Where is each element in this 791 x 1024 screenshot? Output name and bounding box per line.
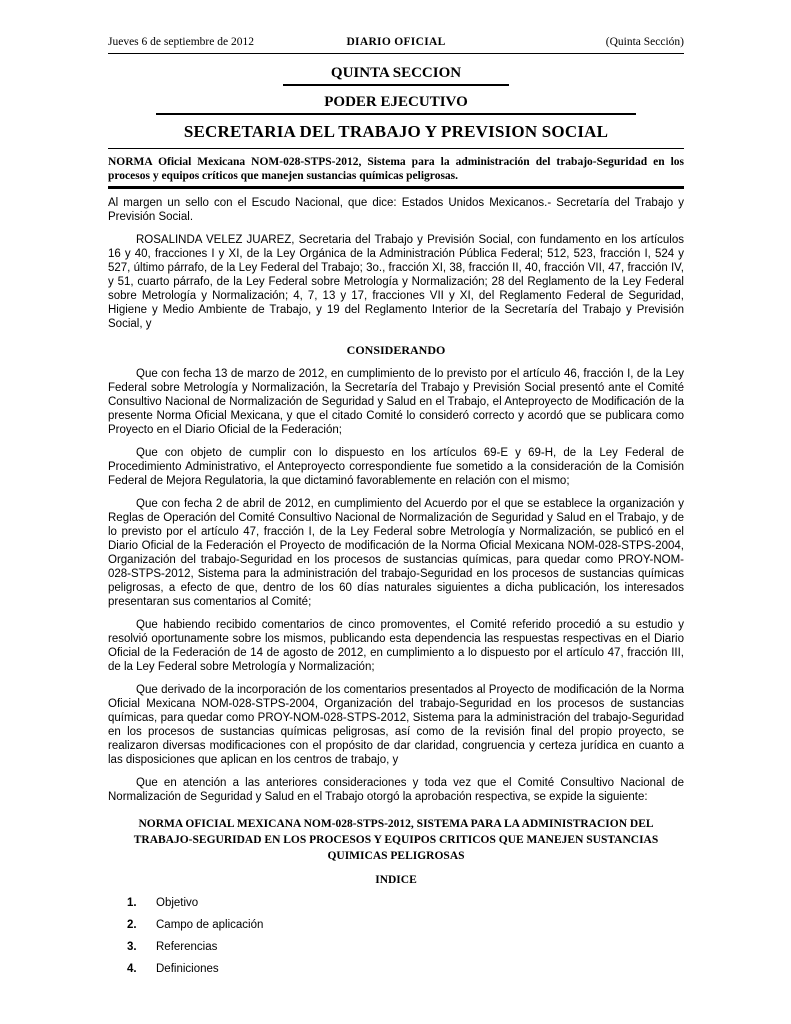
considerando-paragraph-2: Que con objeto de cumplir con lo dispuesto en los artículos 69-E y 69-H, de la Ley Federal de Procedimiento Administrativo, el Anteproyecto correspondiente fue sometido a la consideración de la Comisión Federal de Mejora Regulatoria, la que dictaminó favorablemente en relación con el mismo; xyxy=(108,447,684,487)
header-date: Jueves 6 de septiembre de 2012 xyxy=(108,36,254,48)
considerando-paragraph-6: Que en atención a las anteriores consideraciones y toda vez que el Comité Consultivo Nacional de Normalización de Seguridad y Salud en el Trabajo otorgó la aprobación respectiva, se expide la siguiente: xyxy=(108,777,684,803)
indice-item-1 xyxy=(127,896,684,910)
secretariat-title: SECRETARIA DEL TRABAJO Y PREVISION SOCIAL xyxy=(183,122,609,141)
indice-item-number: 3. xyxy=(127,941,137,953)
section-title-row xyxy=(108,64,684,86)
indice-item-label: Objetivo xyxy=(156,897,199,909)
thick-divider xyxy=(108,186,684,189)
indice-item-2 xyxy=(127,918,684,932)
secretariat-title-row xyxy=(108,122,684,149)
indice-item-label: Campo de aplicación xyxy=(156,919,264,931)
header-section: (Quinta Sección) xyxy=(605,36,684,48)
considerando-heading: CONSIDERANDO xyxy=(346,343,446,357)
norma-official-title: NORMA OFICIAL MEXICANA NOM-028-STPS-2012, SISTEMA PARA LA ADMINISTRACION DEL TRABAJO-SEGURIDAD EN LOS PROCESOS Y EQUIPOS CRITICOS QUE MANEJEN SUSTANCIAS QUIMICAS PELIGROSAS xyxy=(133,818,659,862)
section-title: QUINTA SECCION xyxy=(283,65,509,86)
indice-item-3 xyxy=(127,940,684,954)
considerando-paragraph-5: Que derivado de la incorporación de los comentarios presentados al Proyecto de modificación de la Norma Oficial Mexicana NOM-028-STPS-2004, Organización del trabajo-Seguridad en los procesos de sustancias químicas, para quedar como PROY-NOM-028-STPS-2012, Sistema para la administración del trabajo-Seguridad en los procesos de sustancias químicas peligrosas, así como de la revisión final del propio proyecto, se realizaron diversas modificaciones con el propósito de dar claridad, congruencia y certeza jurídica en cuanto a las disposiciones que aplican en los centros de trabajo, y xyxy=(108,684,684,766)
header-title: DIARIO OFICIAL xyxy=(346,36,446,48)
indice-item-label: Referencias xyxy=(156,941,218,953)
page-header xyxy=(108,36,684,54)
indice-item-number: 2. xyxy=(127,919,137,931)
indice-heading: INDICE xyxy=(375,874,417,886)
power-title: PODER EJECUTIVO xyxy=(156,94,635,115)
norma-summary: NORMA Oficial Mexicana NOM-028-STPS-2012, Sistema para la administración del trabajo-Seguridad en los procesos y equipos críticos que manejen sustancias químicas peligrosas. xyxy=(108,156,684,182)
indice-item-number: 1. xyxy=(127,897,137,909)
paragraph-al-margen: Al margen un sello con el Escudo Nacional, que dice: Estados Unidos Mexicanos.- Secretaría del Trabajo y Previsión Social. xyxy=(108,197,684,223)
power-title-row xyxy=(108,93,684,115)
indice-item-number: 4. xyxy=(127,963,137,975)
indice-item-label: Definiciones xyxy=(156,963,219,975)
considerando-paragraph-1: Que con fecha 13 de marzo de 2012, en cumplimiento de lo previsto por el artículo 46, fracción I, de la Ley Federal sobre Metrología y Normalización, la Secretaría del Trabajo y Previsión Social presentó ante el Comité Consultivo Nacional de Normalización de Seguridad y Salud en el Trabajo, el Anteproyecto de Modificación de la presente Norma Oficial Mexicana, y que el citado Comité lo consideró correcto y acordó que se publicara como Proyecto en el Diario Oficial de la Federación; xyxy=(108,368,684,436)
indice-list xyxy=(108,896,684,976)
considerando-paragraph-3: Que con fecha 2 de abril de 2012, en cumplimiento del Acuerdo por el que se establece la organización y Reglas de Operación del Comité Consultivo Nacional de Normalización de Seguridad y Salud en el Trabajo, y de lo previsto por el artículo 47, fracción I, de la Ley Federal sobre Metrología y Normalización, se publicó en el Diario Oficial de la Federación el Proyecto de modificación de la Norma Oficial Mexicana NOM-028-STPS-2004, Organización del trabajo-Seguridad en los procesos de sustancias químicas, para quedar como PROY-NOM-028-STPS-2012, Sistema para la administración del trabajo-Seguridad en los procesos de sustancias químicas peligrosas, a efecto de que, dentro de los 60 días naturales siguientes a dicha publicación, los interesados presentaran sus comentarios al Comité; xyxy=(108,498,684,608)
title-area xyxy=(108,64,684,149)
paragraph-fundamento-legal: ROSALINDA VELEZ JUAREZ, Secretaria del Trabajo y Previsión Social, con fundamento en los artículos 16 y 40, fracciones I y XI, de la Ley Orgánica de la Administración Pública Federal; 512, 523, fracción I, 524 y 527, último párrafo, de la Ley Federal del Trabajo; 3o., fracción XI, 38, fracción II, 40, fracción VII, 47, fracción IV, y 51, cuarto párrafo, de la Ley Federal sobre Metrología y Normalización; 28 del Reglamento de la Ley Federal sobre Metrología y Normalización; 4, 7, 13 y 17, fracciones VII y XI, del Reglamento Federal de Seguridad, Higiene y Medio Ambiente de Trabajo, y 19 del Reglamento Interior de la Secretaría del Trabajo y Previsión Social, y xyxy=(108,234,684,330)
considerando-paragraph-4: Que habiendo recibido comentarios de cinco promoventes, el Comité referido procedió a su estudio y resolvió oportunamente sobre los mismos, publicando esta dependencia las respuestas respectivas en el Diario Oficial de la Federación de 14 de agosto de 2012, en cumplimiento a lo dispuesto por el artículo 47, fracción III, de la Ley Federal sobre Metrología y Normalización; xyxy=(108,619,684,673)
indice-item-4 xyxy=(127,962,684,976)
